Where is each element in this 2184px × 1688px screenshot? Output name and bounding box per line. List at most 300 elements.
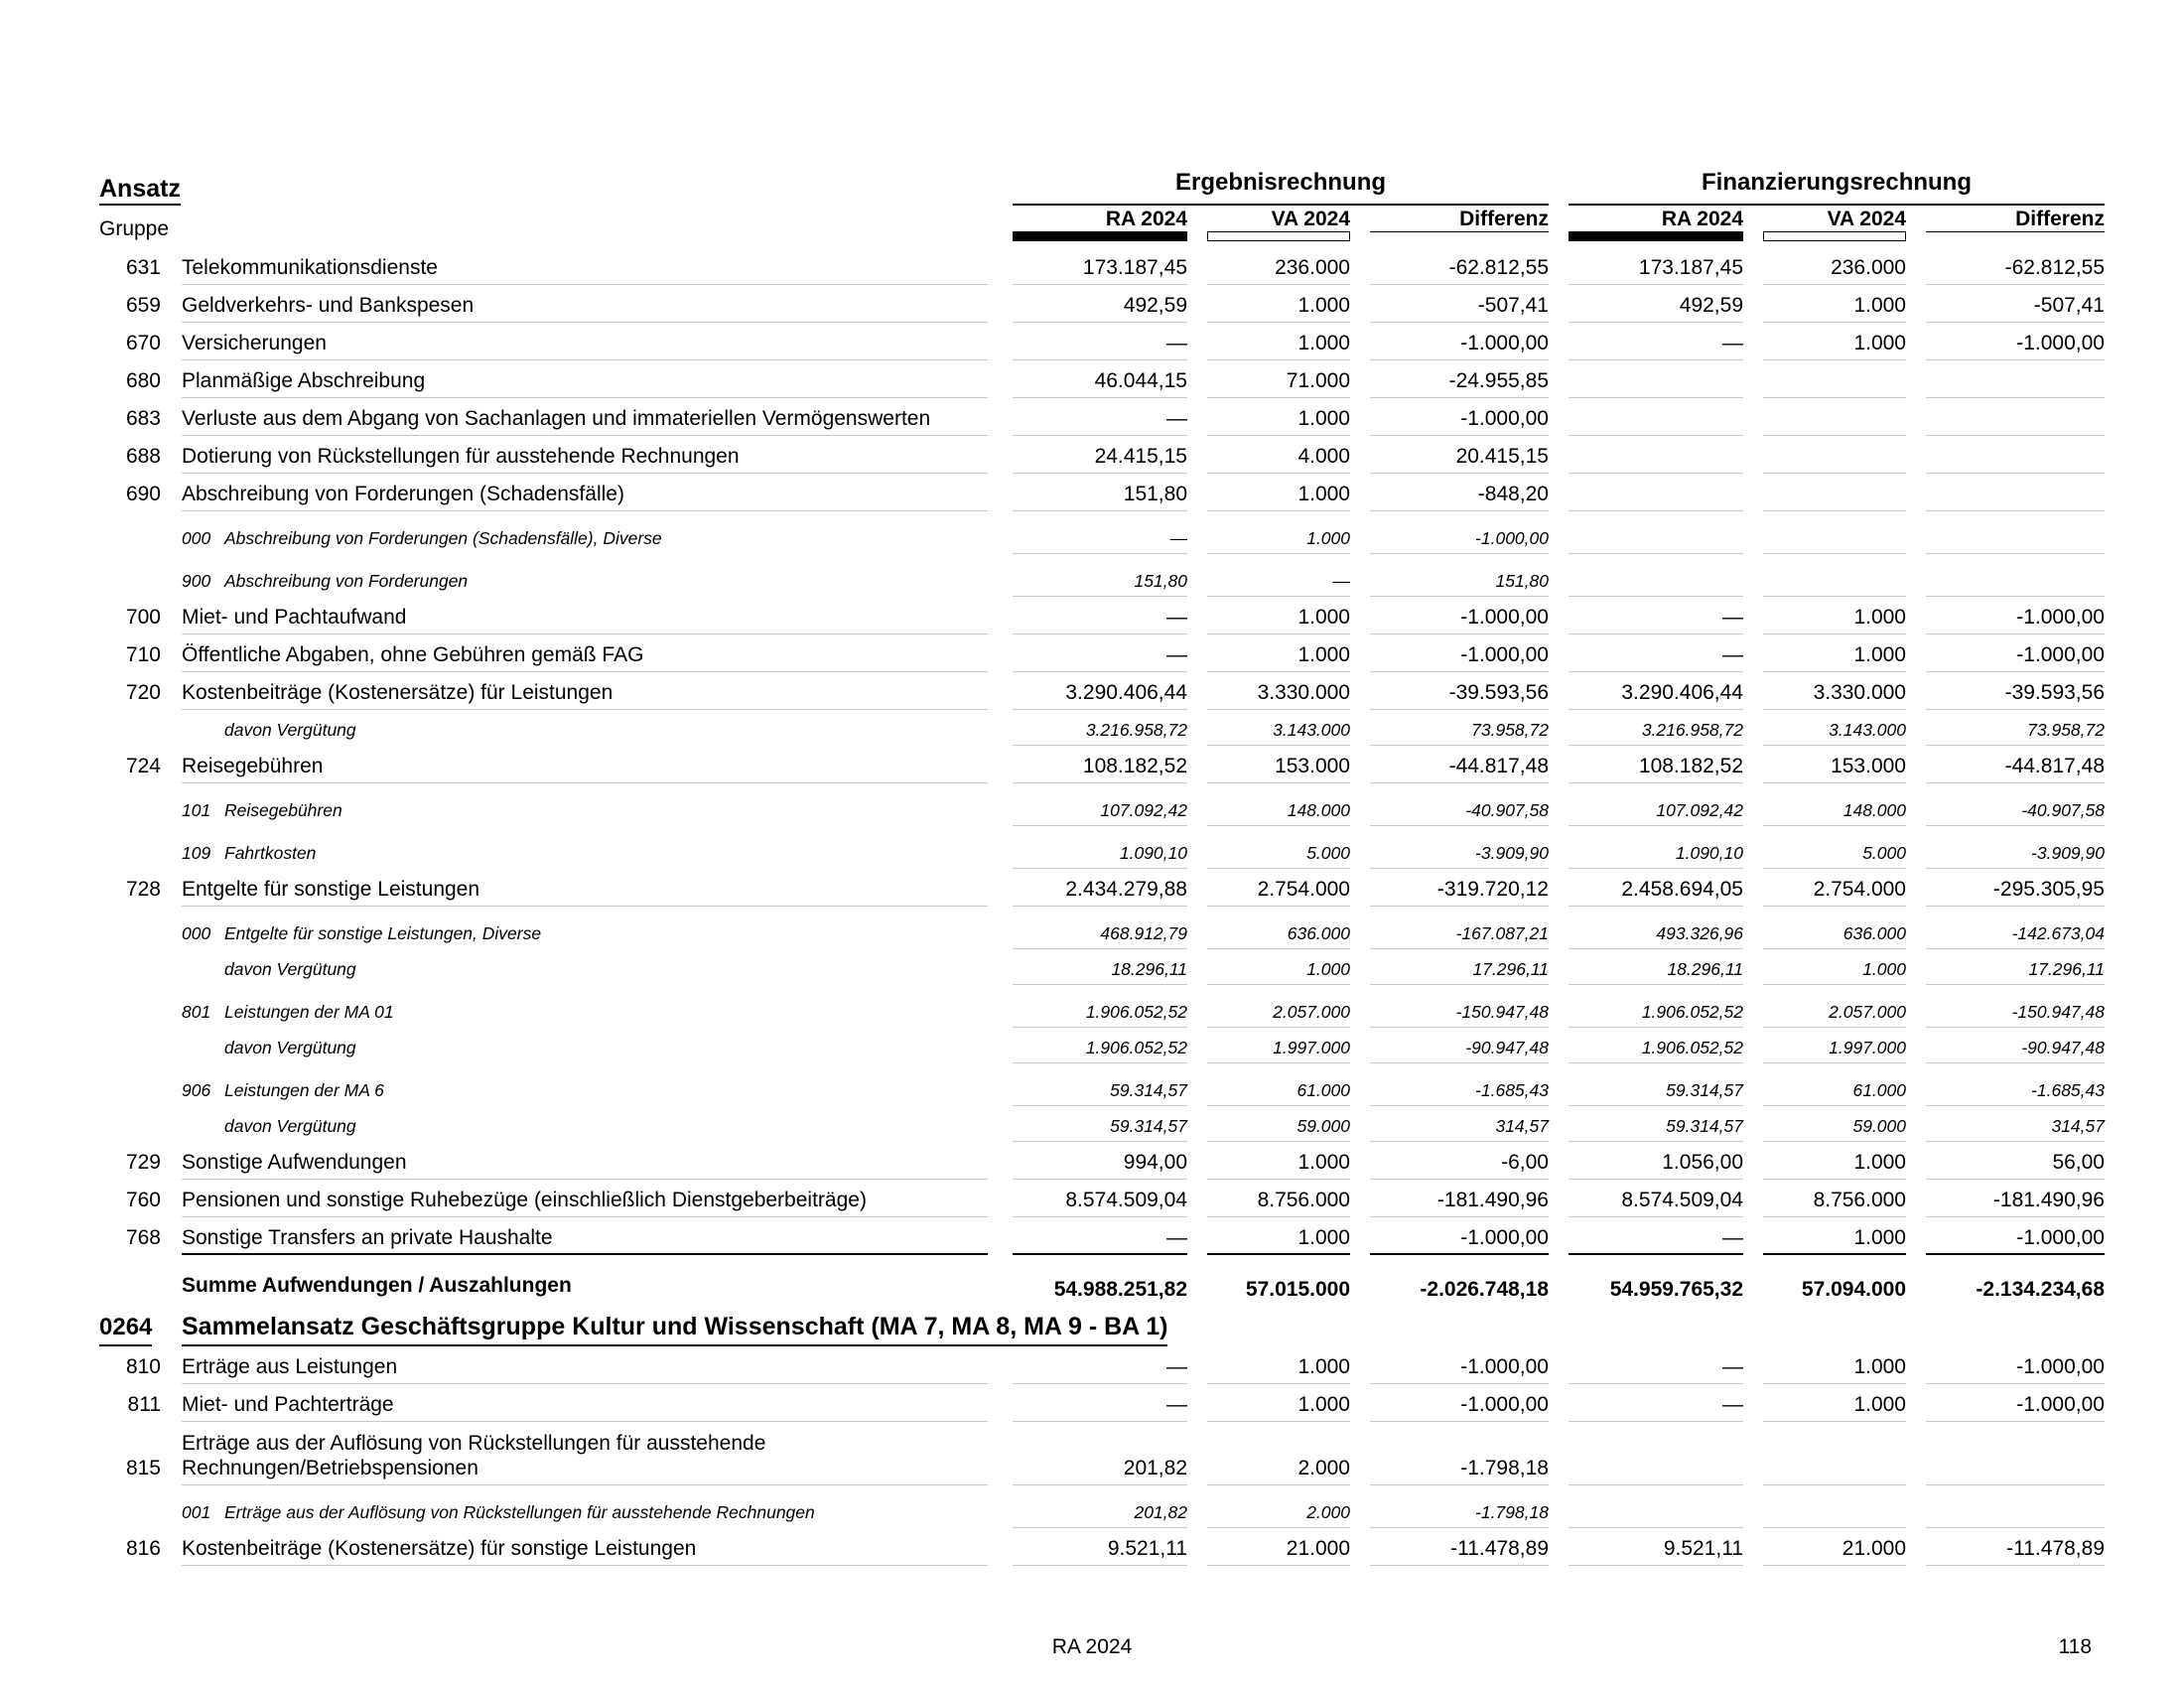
- value-va-ergebnis: 2.000: [1207, 1457, 1350, 1480]
- row-label: [182, 1431, 988, 1480]
- row-label: Leistungen der MA 01: [224, 1002, 394, 1022]
- value-diff-ergebnis: -1.000,00: [1370, 1226, 1549, 1250]
- value-va-finanz: [1763, 392, 1906, 393]
- value-diff-ergebnis: -24.955,85: [1370, 369, 1549, 393]
- row-label: Entgelte für sonstige Leistungen: [182, 878, 988, 902]
- row-label: Sonstige Transfers an private Haushalte: [182, 1226, 988, 1250]
- value-diff-finanz: -1.000,00: [1926, 1393, 2105, 1417]
- value-ra-finanz: —: [1569, 1226, 1743, 1250]
- row-label: Miet- und Pachterträge: [182, 1393, 988, 1417]
- value-va-ergebnis: 636.000: [1207, 923, 1350, 944]
- value-diff-finanz: -150.947,48: [1926, 1002, 2105, 1023]
- value-ra-finanz: 1.906.052,52: [1569, 1002, 1743, 1023]
- table-row: [0, 709, 2184, 745]
- value-va-finanz: [1763, 1479, 1906, 1480]
- table-body: [0, 246, 2184, 1565]
- value-diff-finanz: [1926, 430, 2105, 431]
- row-code: 760: [125, 1189, 161, 1211]
- value-va-finanz: 5.000: [1763, 843, 1906, 864]
- value-ra-finanz: 9.521,11: [1569, 1537, 1743, 1561]
- value-va-ergebnis: 1.000: [1207, 294, 1350, 318]
- table-row: [0, 596, 2184, 633]
- row-label: Fahrtkosten: [224, 843, 317, 863]
- table-row: [0, 397, 2184, 435]
- row-code: 906: [182, 1080, 211, 1100]
- value-va-finanz: 236.000: [1763, 256, 1906, 280]
- value-diff-finanz: -1.000,00: [1926, 606, 2105, 630]
- value-diff-finanz: [1926, 1479, 2105, 1480]
- value-va-ergebnis: 2.000: [1207, 1502, 1350, 1523]
- value-diff-finanz: 314,57: [1926, 1116, 2105, 1137]
- value-ra-ergebnis: 492,59: [1013, 294, 1187, 318]
- value-ra-finanz: —: [1569, 606, 1743, 630]
- value-va-finanz: 1.997.000: [1763, 1038, 1906, 1058]
- value-diff-ergebnis: -39.593,56: [1370, 681, 1549, 705]
- value-va-ergebnis: 1.000: [1207, 643, 1350, 667]
- row-label: davon Vergütung: [224, 1116, 356, 1136]
- value-diff-ergebnis: 73.958,72: [1370, 720, 1549, 741]
- row-code: 768: [125, 1226, 161, 1249]
- value-va-finanz: [1763, 505, 1906, 506]
- row-label: Telekommunikationsdienste: [182, 256, 988, 280]
- col-bar-ra-finanz: [1569, 231, 1743, 241]
- row-code: 680: [125, 369, 161, 392]
- table-row: [0, 671, 2184, 709]
- row-code: 109: [182, 843, 211, 863]
- row-code: 724: [125, 755, 161, 777]
- value-va-finanz: 1.000: [1763, 1226, 1906, 1250]
- row-code: 683: [125, 407, 161, 430]
- row-label: Entgelte für sonstige Leistungen, Diverse: [224, 923, 542, 943]
- value-va-ergebnis: 1.000: [1207, 1393, 1350, 1417]
- value-va-ergebnis: 1.997.000: [1207, 1038, 1350, 1058]
- value-ra-finanz: 59.314,57: [1569, 1116, 1743, 1137]
- row-code: 659: [125, 294, 161, 317]
- value-diff-ergebnis: -1.000,00: [1370, 1393, 1549, 1417]
- value-ra-finanz: 493.326,96: [1569, 923, 1743, 944]
- value-va-ergebnis: 1.000: [1207, 959, 1350, 980]
- row-label: Summe Aufwendungen / Auszahlungen: [182, 1274, 572, 1297]
- table-row: [0, 948, 2184, 984]
- value-ra-finanz: 18.296,11: [1569, 959, 1743, 980]
- row-code: 720: [125, 681, 161, 704]
- value-ra-finanz: [1569, 1522, 1743, 1523]
- value-diff-finanz: [1926, 468, 2105, 469]
- row-code: 816: [125, 1537, 161, 1560]
- value-ra-finanz: —: [1569, 332, 1743, 355]
- table-row: [0, 906, 2184, 948]
- value-diff-finanz: -2.134.234,68: [1976, 1278, 2105, 1301]
- value-ra-ergebnis: 468.912,79: [1013, 923, 1187, 944]
- row-code: 815: [125, 1457, 161, 1479]
- value-va-finanz: [1763, 1522, 1906, 1523]
- value-diff-finanz: -3.909,90: [1926, 843, 2105, 864]
- row-label: Pensionen und sonstige Ruhebezüge (einschließlich Dienstgeberbeiträge): [182, 1189, 988, 1212]
- row-label: Abschreibung von Forderungen (Schadensfälle), Diverse: [224, 528, 662, 548]
- row-code: 729: [125, 1151, 161, 1174]
- value-va-finanz: 1.000: [1763, 294, 1906, 318]
- value-diff-ergebnis: -2.026.748,18: [1420, 1278, 1549, 1301]
- value-va-finanz: 2.754.000: [1763, 878, 1906, 902]
- table-row: [0, 782, 2184, 825]
- value-ra-ergebnis: —: [1013, 407, 1187, 431]
- value-ra-ergebnis: —: [1013, 1393, 1187, 1417]
- value-diff-ergebnis: -90.947,48: [1370, 1038, 1549, 1058]
- value-diff-ergebnis: 17.296,11: [1370, 959, 1549, 980]
- value-diff-ergebnis: -1.685,43: [1370, 1080, 1549, 1101]
- row-code: 631: [125, 256, 161, 279]
- row-code: 688: [125, 445, 161, 468]
- group-title-ergebnisrechnung: Ergebnisrechnung: [1013, 169, 1549, 206]
- value-diff-finanz: -62.812,55: [1926, 256, 2105, 280]
- value-ra-ergebnis: 201,82: [1013, 1457, 1187, 1480]
- value-diff-finanz: 56,00: [1926, 1151, 2105, 1175]
- value-diff-finanz: -40.907,58: [1926, 800, 2105, 821]
- row-code: 670: [125, 332, 161, 354]
- header-ansatz: Ansatz: [99, 175, 181, 206]
- value-ra-ergebnis: 18.296,11: [1013, 959, 1187, 980]
- row-label: Kostenbeiträge (Kostenersätze) für Leistungen: [182, 681, 988, 705]
- value-diff-finanz: -44.817,48: [1926, 755, 2105, 778]
- value-diff-ergebnis: -11.478,89: [1370, 1537, 1549, 1561]
- value-ra-ergebnis: 54.988.251,82: [1053, 1278, 1187, 1301]
- value-va-finanz: 59.000: [1763, 1116, 1906, 1137]
- value-va-ergebnis: —: [1207, 571, 1350, 592]
- value-diff-finanz: -1.000,00: [1926, 1355, 2105, 1379]
- value-diff-finanz: 17.296,11: [1926, 959, 2105, 980]
- value-va-finanz: 2.057.000: [1763, 1002, 1906, 1023]
- value-diff-ergebnis: -181.490,96: [1370, 1189, 1549, 1212]
- value-va-finanz: [1763, 591, 1906, 592]
- row-code: 700: [125, 606, 161, 629]
- value-va-ergebnis: 1.000: [1207, 1355, 1350, 1379]
- value-va-ergebnis: 71.000: [1207, 369, 1350, 393]
- table-row: [0, 825, 2184, 868]
- value-va-finanz: 3.330.000: [1763, 681, 1906, 705]
- value-diff-ergebnis: -1.000,00: [1370, 1355, 1549, 1379]
- value-va-finanz: 3.143.000: [1763, 720, 1906, 741]
- value-ra-ergebnis: 173.187,45: [1013, 256, 1187, 280]
- value-va-ergebnis: 2.754.000: [1207, 878, 1350, 902]
- table-row: [0, 510, 2184, 553]
- row-label: Öffentliche Abgaben, ohne Gebühren gemäß FAG: [182, 643, 988, 667]
- row-label: Planmäßige Abschreibung: [182, 369, 988, 393]
- value-diff-ergebnis: -1.000,00: [1370, 407, 1549, 431]
- sum-row: [0, 1254, 2184, 1302]
- value-ra-finanz: —: [1569, 1393, 1743, 1417]
- value-diff-finanz: -1.000,00: [1926, 1226, 2105, 1250]
- value-va-finanz: 8.756.000: [1763, 1189, 1906, 1212]
- col-head-va-finanz: VA 2024: [1763, 207, 1906, 232]
- value-va-ergebnis: 1.000: [1207, 606, 1350, 630]
- value-diff-ergebnis: 20.415,15: [1370, 445, 1549, 469]
- value-va-ergebnis: 1.000: [1207, 483, 1350, 506]
- value-diff-ergebnis: -40.907,58: [1370, 800, 1549, 821]
- table-row: [0, 359, 2184, 397]
- row-label: Reisegebühren: [182, 755, 988, 778]
- table-row: [0, 435, 2184, 473]
- row-label: Abschreibung von Forderungen (Schadensfälle): [182, 483, 988, 506]
- value-va-finanz: 636.000: [1763, 923, 1906, 944]
- value-va-finanz: 1.000: [1763, 1355, 1906, 1379]
- value-va-ergebnis: 8.756.000: [1207, 1189, 1350, 1212]
- value-ra-ergebnis: 3.216.958,72: [1013, 720, 1187, 741]
- value-diff-finanz: -11.478,89: [1926, 1537, 2105, 1561]
- table-row: [0, 322, 2184, 359]
- value-ra-ergebnis: —: [1013, 606, 1187, 630]
- value-ra-ergebnis: 151,80: [1013, 483, 1187, 506]
- value-diff-finanz: -1.000,00: [1926, 332, 2105, 355]
- row-code: 101: [182, 800, 211, 820]
- value-va-ergebnis: 1.000: [1207, 1226, 1350, 1250]
- value-va-finanz: 1.000: [1763, 643, 1906, 667]
- value-va-ergebnis: 5.000: [1207, 843, 1350, 864]
- table-row: [0, 1421, 2184, 1484]
- value-ra-ergebnis: 9.521,11: [1013, 1537, 1187, 1561]
- table-row: [0, 1345, 2184, 1383]
- value-ra-ergebnis: —: [1013, 528, 1187, 549]
- col-bar-va-finanz: [1763, 231, 1906, 241]
- value-diff-finanz: -1.000,00: [1926, 643, 2105, 667]
- value-diff-ergebnis: -848,20: [1370, 483, 1549, 506]
- value-ra-finanz: 173.187,45: [1569, 256, 1743, 280]
- value-va-ergebnis: 3.330.000: [1207, 681, 1350, 705]
- value-ra-finanz: [1569, 430, 1743, 431]
- value-va-finanz: 148.000: [1763, 800, 1906, 821]
- row-label: Erträge aus der Auflösung von Rückstellungen für ausstehende Rechnungen: [224, 1502, 815, 1522]
- table-row: [0, 284, 2184, 322]
- value-va-ergebnis: 236.000: [1207, 256, 1350, 280]
- value-diff-ergebnis: -62.812,55: [1370, 256, 1549, 280]
- value-diff-ergebnis: -167.087,21: [1370, 923, 1549, 944]
- value-ra-finanz: 2.458.694,05: [1569, 878, 1743, 902]
- value-va-ergebnis: 57.015.000: [1245, 1278, 1350, 1301]
- value-diff-ergebnis: -1.000,00: [1370, 332, 1549, 355]
- value-ra-finanz: 107.092,42: [1569, 800, 1743, 821]
- value-diff-finanz: -1.685,43: [1926, 1080, 2105, 1101]
- value-ra-finanz: 1.090,10: [1569, 843, 1743, 864]
- value-ra-ergebnis: 24.415,15: [1013, 445, 1187, 469]
- value-ra-ergebnis: —: [1013, 1355, 1187, 1379]
- value-ra-finanz: 3.216.958,72: [1569, 720, 1743, 741]
- value-diff-ergebnis: 151,80: [1370, 571, 1549, 592]
- value-diff-ergebnis: -1.798,18: [1370, 1457, 1549, 1480]
- col-head-diff-finanz: Differenz: [1926, 207, 2105, 232]
- value-diff-finanz: -39.593,56: [1926, 681, 2105, 705]
- value-ra-finanz: [1569, 1479, 1743, 1480]
- value-ra-ergebnis: 59.314,57: [1013, 1116, 1187, 1137]
- row-label-line1: Erträge aus der Auflösung von Rückstellungen für ausstehende: [182, 1432, 766, 1455]
- value-va-ergebnis: 61.000: [1207, 1080, 1350, 1101]
- row-label: davon Vergütung: [224, 1038, 356, 1057]
- value-diff-finanz: [1926, 591, 2105, 592]
- row-code: 001: [182, 1502, 211, 1522]
- col-bar-ra-ergebnis: [1013, 231, 1187, 241]
- value-ra-finanz: —: [1569, 643, 1743, 667]
- value-va-finanz: 61.000: [1763, 1080, 1906, 1101]
- value-va-ergebnis: 59.000: [1207, 1116, 1350, 1137]
- value-va-ergebnis: 153.000: [1207, 755, 1350, 778]
- col-head-va-ergebnis: VA 2024: [1207, 207, 1350, 232]
- row-code: 900: [182, 571, 211, 591]
- row-code: 000: [182, 528, 211, 548]
- value-ra-finanz: 1.056,00: [1569, 1151, 1743, 1175]
- value-ra-finanz: [1569, 392, 1743, 393]
- row-label: Kostenbeiträge (Kostenersätze) für sonstige Leistungen: [182, 1537, 988, 1561]
- row-label: Versicherungen: [182, 332, 988, 355]
- table-row: [0, 246, 2184, 284]
- table-row: [0, 1027, 2184, 1062]
- value-diff-finanz: [1926, 1522, 2105, 1523]
- value-ra-ergebnis: —: [1013, 332, 1187, 355]
- table-row: [0, 633, 2184, 671]
- value-diff-ergebnis: -150.947,48: [1370, 1002, 1549, 1023]
- value-ra-finanz: —: [1569, 1355, 1743, 1379]
- value-diff-finanz: [1926, 392, 2105, 393]
- value-va-ergebnis: 21.000: [1207, 1537, 1350, 1561]
- value-diff-finanz: -507,41: [1926, 294, 2105, 318]
- value-va-ergebnis: 2.057.000: [1207, 1002, 1350, 1023]
- value-va-ergebnis: 4.000: [1207, 445, 1350, 469]
- row-label: Verluste aus dem Abgang von Sachanlagen und immateriellen Vermögenswerten: [182, 407, 988, 431]
- row-code: 810: [125, 1355, 161, 1378]
- section-title: Sammelansatz Geschäftsgruppe Kultur und Wissenschaft (MA 7, MA 8, MA 9 - BA 1): [182, 1313, 1168, 1340]
- value-va-finanz: 153.000: [1763, 755, 1906, 778]
- value-va-finanz: 1.000: [1763, 1151, 1906, 1175]
- row-code: 728: [125, 878, 161, 901]
- value-ra-ergebnis: 108.182,52: [1013, 755, 1187, 778]
- value-ra-finanz: 8.574.509,04: [1569, 1189, 1743, 1212]
- value-va-finanz: [1763, 468, 1906, 469]
- value-diff-finanz: 73.958,72: [1926, 720, 2105, 741]
- value-diff-ergebnis: -1.000,00: [1370, 606, 1549, 630]
- row-label: Leistungen der MA 6: [224, 1080, 384, 1100]
- value-ra-ergebnis: 1.090,10: [1013, 843, 1187, 864]
- value-ra-ergebnis: 59.314,57: [1013, 1080, 1187, 1101]
- row-label: davon Vergütung: [224, 720, 356, 740]
- value-ra-finanz: [1569, 548, 1743, 549]
- table-row: [0, 1484, 2184, 1527]
- table-row: [0, 1179, 2184, 1216]
- value-va-ergebnis: 1.000: [1207, 332, 1350, 355]
- page-number: 118: [2058, 1635, 2092, 1658]
- value-ra-ergebnis: —: [1013, 643, 1187, 667]
- value-va-finanz: 21.000: [1763, 1537, 1906, 1561]
- row-code: 811: [127, 1393, 161, 1416]
- value-diff-finanz: -295.305,95: [1926, 878, 2105, 902]
- value-ra-finanz: [1569, 591, 1743, 592]
- value-ra-ergebnis: 2.434.279,88: [1013, 878, 1187, 902]
- value-ra-ergebnis: 994,00: [1013, 1151, 1187, 1175]
- row-label: Erträge aus Leistungen: [182, 1355, 988, 1379]
- value-diff-finanz: -90.947,48: [1926, 1038, 2105, 1058]
- value-va-ergebnis: 1.000: [1207, 407, 1350, 431]
- value-diff-ergebnis: -6,00: [1370, 1151, 1549, 1175]
- value-ra-finanz: [1569, 468, 1743, 469]
- table-row: [0, 868, 2184, 906]
- value-diff-ergebnis: -507,41: [1370, 294, 1549, 318]
- row-label: Abschreibung von Forderungen: [224, 571, 469, 591]
- table-row: [0, 1141, 2184, 1179]
- table-row: [0, 1105, 2184, 1141]
- value-ra-ergebnis: 46.044,15: [1013, 369, 1187, 393]
- value-diff-ergebnis: -1.000,00: [1370, 643, 1549, 667]
- value-ra-ergebnis: 107.092,42: [1013, 800, 1187, 821]
- value-ra-finanz: 492,59: [1569, 294, 1743, 318]
- row-label: davon Vergütung: [224, 959, 356, 979]
- value-ra-finanz: 108.182,52: [1569, 755, 1743, 778]
- value-ra-ergebnis: —: [1013, 1226, 1187, 1250]
- table-row: [0, 745, 2184, 782]
- table-row: [0, 473, 2184, 510]
- value-ra-finanz: 1.906.052,52: [1569, 1038, 1743, 1058]
- value-ra-ergebnis: 3.290.406,44: [1013, 681, 1187, 705]
- value-diff-finanz: -181.490,96: [1926, 1189, 2105, 1212]
- row-label: Miet- und Pachtaufwand: [182, 606, 988, 630]
- row-code: 801: [182, 1002, 211, 1022]
- value-ra-finanz: 3.290.406,44: [1569, 681, 1743, 705]
- table-row: [0, 1062, 2184, 1105]
- value-va-finanz: 1.000: [1763, 332, 1906, 355]
- value-diff-ergebnis: -44.817,48: [1370, 755, 1549, 778]
- table-row: [0, 1216, 2184, 1254]
- table-row: [0, 1527, 2184, 1565]
- row-label: Dotierung von Rückstellungen für ausstehende Rechnungen: [182, 445, 988, 469]
- value-ra-ergebnis: 201,82: [1013, 1502, 1187, 1523]
- value-ra-finanz: 59.314,57: [1569, 1080, 1743, 1101]
- row-code: 690: [125, 483, 161, 505]
- value-va-finanz: 1.000: [1763, 606, 1906, 630]
- value-diff-ergebnis: -3.909,90: [1370, 843, 1549, 864]
- value-diff-ergebnis: 314,57: [1370, 1116, 1549, 1137]
- value-va-ergebnis: 1.000: [1207, 1151, 1350, 1175]
- row-code: 710: [125, 643, 161, 666]
- table-row: [0, 984, 2184, 1027]
- value-ra-finanz: 54.959.765,32: [1609, 1278, 1743, 1301]
- col-head-ra-finanz: RA 2024: [1569, 207, 1743, 232]
- value-diff-finanz: [1926, 548, 2105, 549]
- value-va-finanz: 1.000: [1763, 959, 1906, 980]
- value-va-finanz: [1763, 430, 1906, 431]
- row-label: Sonstige Aufwendungen: [182, 1151, 988, 1175]
- value-ra-finanz: [1569, 505, 1743, 506]
- row-label-line2: Rechnungen/Betriebspensionen: [182, 1457, 478, 1479]
- value-diff-finanz: -142.673,04: [1926, 923, 2105, 944]
- col-bar-va-ergebnis: [1207, 231, 1350, 241]
- table-row: [0, 1383, 2184, 1421]
- value-ra-ergebnis: 1.906.052,52: [1013, 1002, 1187, 1023]
- value-va-finanz: [1763, 548, 1906, 549]
- value-diff-finanz: [1926, 505, 2105, 506]
- row-code: 000: [182, 923, 211, 943]
- value-diff-ergebnis: -1.000,00: [1370, 528, 1549, 549]
- row-label: Reisegebühren: [224, 800, 342, 820]
- value-va-finanz: 1.000: [1763, 1393, 1906, 1417]
- value-diff-ergebnis: -1.798,18: [1370, 1502, 1549, 1523]
- group-title-finanzierungsrechnung: Finanzierungsrechnung: [1569, 169, 2105, 206]
- table-row: [0, 553, 2184, 596]
- value-va-finanz: 57.094.000: [1801, 1278, 1906, 1301]
- footer-report-label: RA 2024: [1051, 1635, 1133, 1658]
- col-head-ra-ergebnis: RA 2024: [1013, 207, 1187, 232]
- value-va-ergebnis: 1.000: [1207, 528, 1350, 549]
- col-head-diff-ergebnis: Differenz: [1370, 207, 1549, 232]
- value-va-ergebnis: 148.000: [1207, 800, 1350, 821]
- value-va-ergebnis: 3.143.000: [1207, 720, 1350, 741]
- row-label: Geldverkehrs- und Bankspesen: [182, 294, 988, 318]
- value-ra-ergebnis: 1.906.052,52: [1013, 1038, 1187, 1058]
- value-ra-ergebnis: 151,80: [1013, 571, 1187, 592]
